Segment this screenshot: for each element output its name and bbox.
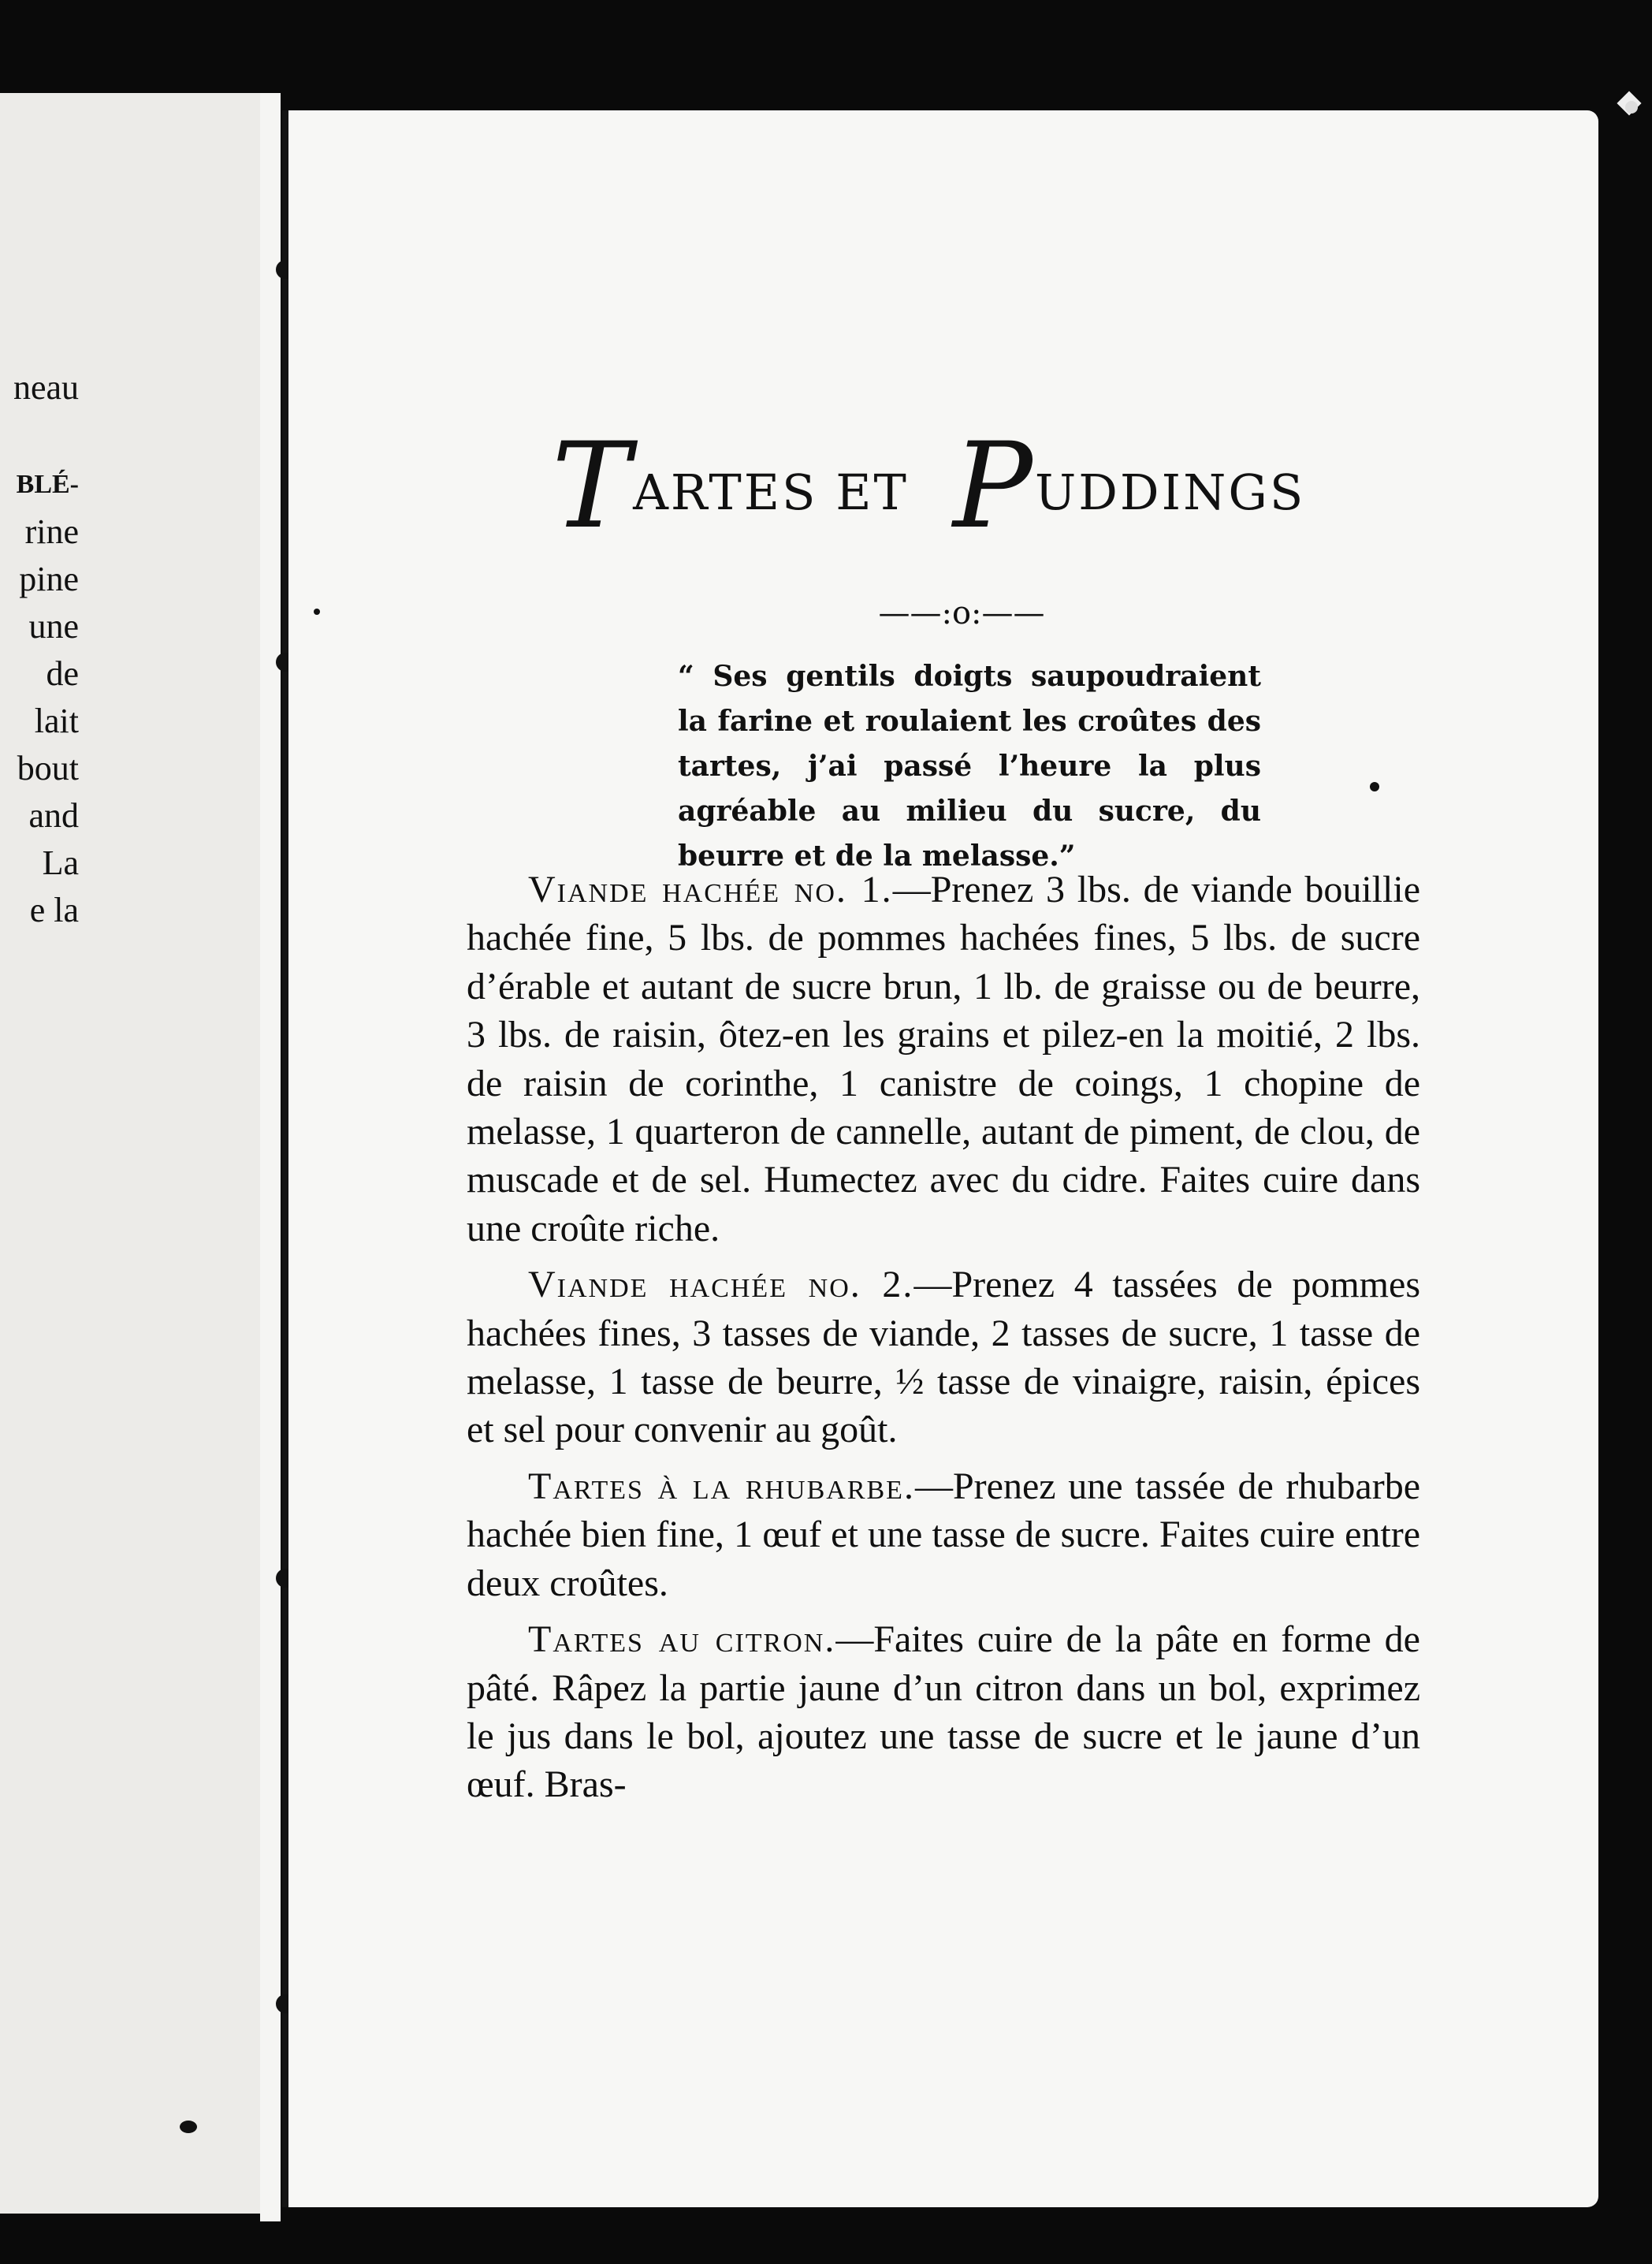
left-fragment: BLÉ- xyxy=(16,470,79,499)
left-fragment: lait xyxy=(34,702,79,740)
left-fragment: e la xyxy=(29,891,79,929)
left-fragment: une xyxy=(28,607,79,646)
recipe-heading: Viande hachée no. 2. xyxy=(528,1264,914,1306)
left-fragment: pine xyxy=(19,560,79,598)
recipe-heading: Viande hachée no. 1. xyxy=(528,869,893,910)
left-fragment: La xyxy=(42,843,79,882)
left-fragment: rine xyxy=(24,512,79,551)
title-initial: T xyxy=(552,418,634,555)
ink-speck xyxy=(1625,101,1638,114)
title-text: UDDINGS xyxy=(1034,464,1306,521)
recipe-paragraph xyxy=(467,1260,1420,1454)
recipe-heading: Tartes à la rhubarbe. xyxy=(528,1465,915,1507)
book-gutter xyxy=(260,93,281,2221)
recipe-heading: Tartes au citron. xyxy=(528,1618,836,1661)
title-initial: P xyxy=(953,418,1035,555)
section-divider: ——:o:—— xyxy=(878,595,1045,631)
ink-speck xyxy=(1370,782,1379,791)
recipe-list xyxy=(467,866,1420,1817)
recipe-paragraph xyxy=(467,1462,1420,1607)
recipe-text: —Prenez une tassée de rhubarbe hachée bien fine, 1 œuf et une tasse de sucre. Faites cuire entre deux croûtes. xyxy=(467,1465,1421,1604)
epigraph: “ Ses gentils doigts saupoudraient la farine et roulaient les croûtes des tartes, j’ai passé l’heure la plus agréable au milieu du sucre, du beurre et de la melasse.” xyxy=(678,660,1261,873)
ink-speck xyxy=(180,2121,197,2133)
left-fragment: neau xyxy=(13,368,79,407)
recipe-paragraph xyxy=(467,866,1420,1253)
left-page-text-fragments xyxy=(0,364,79,934)
recipe-paragraph xyxy=(467,1615,1420,1809)
recipe-text: —Faites cuire de la pâte en forme de pâté. Râpez la partie jaune d’un citron dans un bol, exprimez le jus dans le bol, ajoutez une tasse de sucre et le jaune d’un œuf. Bras- xyxy=(467,1618,1420,1806)
left-fragment: de xyxy=(46,654,79,693)
recipe-text: —Prenez 4 tassées de pommes hachées fines, 3 tasses de viande, 2 tasses de sucre, 1 tasse de melasse, 1 tasse de beurre, ½ tasse de vinaigre, raisin, épices et sel pour convenir au goût. xyxy=(467,1264,1420,1451)
left-fragment: bout xyxy=(17,749,79,788)
left-fragment: and xyxy=(28,796,79,835)
recipe-text: —Prenez 3 lbs. de viande bouillie hachée fine, 5 lbs. de pommes hachées fines, 5 lbs. de sucre d’érable et autant de sucre brun, 1 lb. de graisse ou de beurre, 3 lbs. de raisin, ôtez-en les grains et pilez-en la moitié, 2 lbs. de raisin de corinthe, 1 canistre de coings, 1 chopine de melasse, 1 quarteron de cannelle, autant de piment, de clou, de muscade et de sel. Humectez avec du cidre. Faites cuire dans une croûte riche. xyxy=(467,869,1420,1249)
title-text: ARTES ET xyxy=(633,464,909,521)
ink-speck xyxy=(314,609,320,615)
page-title xyxy=(552,418,1419,555)
